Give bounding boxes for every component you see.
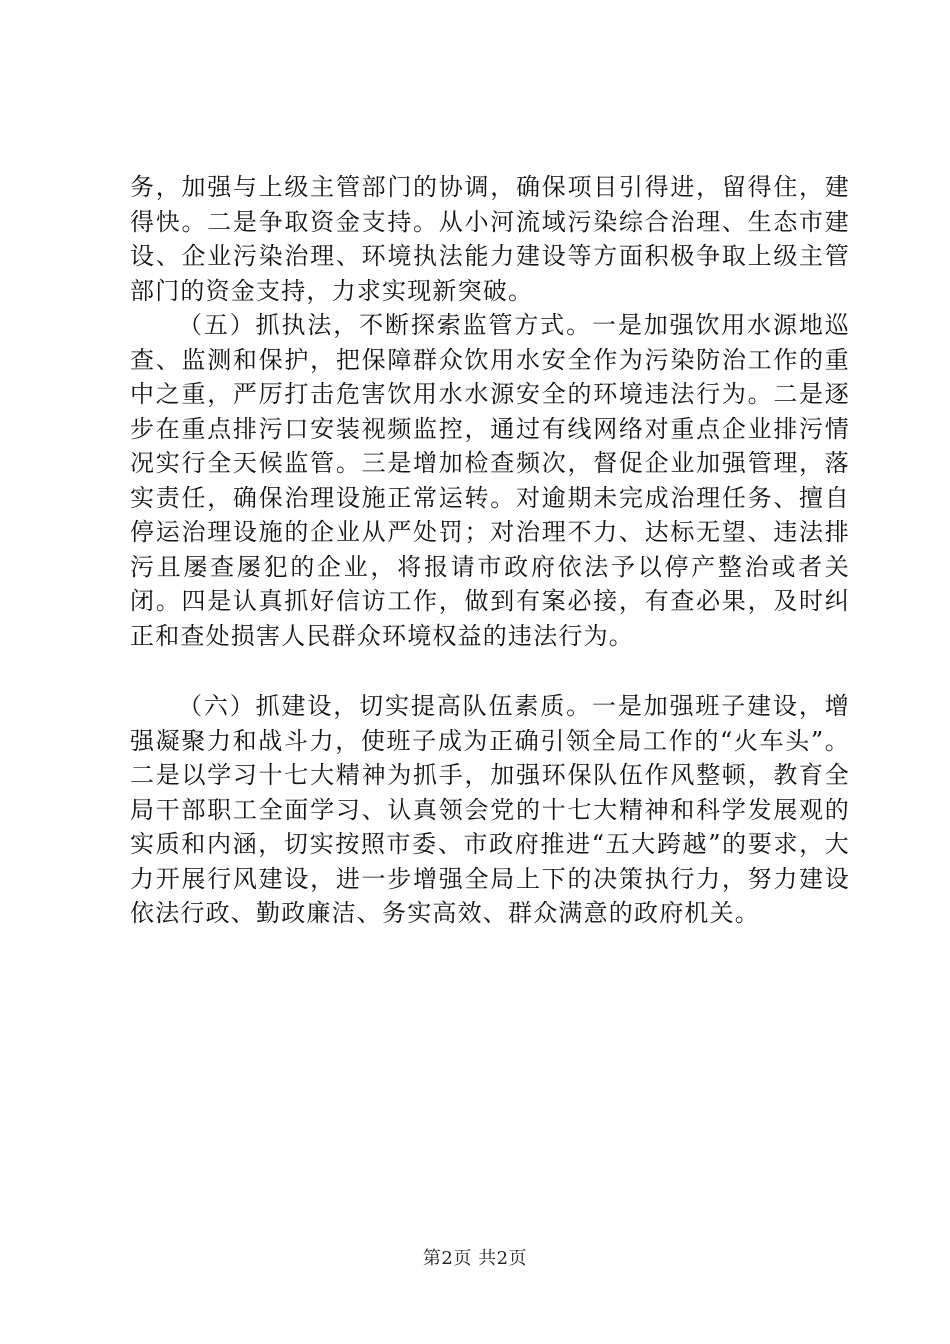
paragraph-section-six: （六）抓建设，切实提高队伍素质。一是加强班子建设，增强凝聚力和战斗力，使班子成为正确引领全局工作的“火车头”。二是以学习十七大精神为抓手，加强环保队伍作风整顿，教育全局干部职工全面学习、认真领会党的十七大精神和科学发展观的实质和内涵，切实按照市委、市政府推进“五大跨越”的要求，大力开展行风建设，进一步增强全局上下的决策执行力，努力建设依法行政、勤政廉洁、务实高效、群众满意的政府机关。: [130, 692, 850, 927]
paragraph-continuation: 务，加强与上级主管部门的协调，确保项目引得进，留得住，建得快。二是争取资金支持。从小河流域污染综合治理、生态市建设、企业污染治理、环境执法能力建设等方面积极争取上级主管部门的资金支持，力求实现新突破。: [130, 173, 850, 305]
paragraph-section-five: （五）抓执法，不断探索监管方式。一是加强饮用水源地巡查、监测和保护，把保障群众饮用水安全作为污染防治工作的重中之重，严厉打击危害饮用水水源安全的环境违法行为。二是逐步在重点排污口安装视频监控，通过有线网络对重点企业排污情况实行全天候监管。三是增加检查频次，督促企业加强管理，落实责任，确保治理设施正常运转。对逾期未完成治理任务、擅自停运治理设施的企业从严处罚；对治理不力、达标无望、违法排污且屡查屡犯的企业，将报请市政府依法予以停产整治或者关闭。四是认真抓好信访工作，做到有案必接，有查必果，及时纠正和查处损害人民群众环境权益的违法行为。: [130, 311, 850, 650]
page-footer: 第2页 共2页: [422, 1248, 528, 1269]
document-body: [130, 170, 850, 931]
